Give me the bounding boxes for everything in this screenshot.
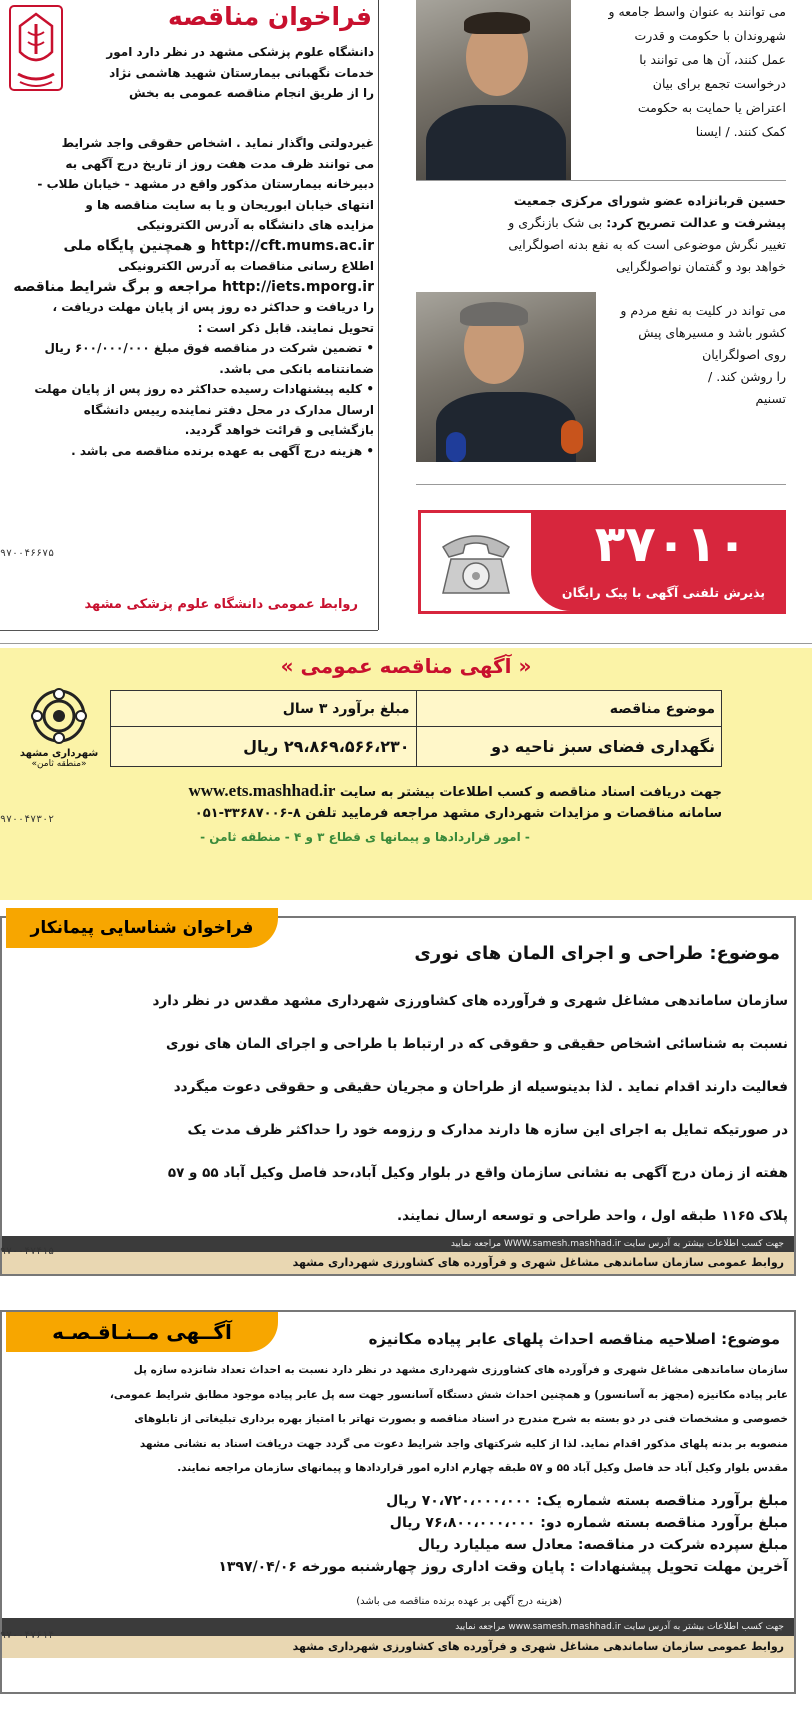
news-line: تغییر نگرش موضوعی است که به نفع بدنه اصولگرایی — [508, 237, 786, 252]
municipal-ad-title: « آگهی مناقصه عمومی » — [280, 654, 532, 678]
news-photo-2 — [416, 292, 596, 462]
university-tender-ad — [0, 0, 378, 630]
ad-subject: موضوع: طراحی و اجرای المان های نوری — [414, 943, 780, 964]
ad-line: دبیرخانه بیمارستان مذکور واقع در مشهد - خیابان طلاب - — [37, 177, 374, 191]
news-line: اعتراض یا حمایت به حکومت — [637, 100, 786, 115]
phone-icon — [437, 525, 515, 597]
ad-line: ارسال مدارک در محل دفتر نماینده رییس دانشگاه — [83, 402, 374, 417]
amount-line: مبلغ برآورد مناقصه بسته شماره دو: ۷۶،۸۰۰،۰۰۰،۰۰۰ ریال — [389, 1515, 788, 1531]
ad-line: http://cft.mums.ac.ir و همچنین پایگاه ملی — [63, 237, 374, 254]
ad-line: را دریافت و حداکثر ده روز پس از پایان مهلت دریافت ، — [52, 300, 374, 314]
logo-caption: شهرداری مشهد — [19, 748, 99, 759]
ad-line: منصوبه بر بدنه پلهای مذکور اقدام نماید. لذا از کلیه شرکتهای واجد شرایط دعوت می گردد جهت دریافت اسناد به نشانی مشهد — [139, 1437, 788, 1450]
municipality-logo-icon — [31, 688, 87, 744]
news-line: می توانند به عنوان واسط جامعه و — [608, 4, 786, 19]
ad-tab: آگــهی مــنـاقـصـه — [6, 1312, 278, 1352]
phone-caption: پذیرش تلفنی آگهی با پیک رایگان — [561, 585, 766, 600]
ad-line: • کلیه پیشنهادات رسیده حداکثر ده روز پس از پایان مهلت — [34, 382, 374, 396]
amount-line: مبلغ سپرده شرکت در مناقصه: معادل سه میلیارد ریال — [417, 1537, 788, 1553]
news-lead: حسین قربانزاده عضو شورای مرکزی جمعیت — [513, 193, 786, 208]
microphone-icon — [561, 420, 583, 454]
university-logo — [6, 4, 66, 92]
ad-line: خصوصی و مشخصات فنی در دو بسته به شرح مندرج در اسناد مناقصه و بصورت تهاتر با امتیاز بهره برداری تبلیغاتی از تابلوهای — [134, 1413, 788, 1425]
ad-line: عابر پیاده مکانیزه (مجهز به آسانسور) و همچنین احداث شش دستگاه آسانسور جهت سه پل عابر پیاده موجود مطابق شرایط عمومی، — [109, 1388, 788, 1401]
ad-line: هفته از زمان درج آگهی به نشانی سازمان واقع در بلوار وکیل آباد،حد فاصل وکیل آباد ۵۵ و ۵۷ — [167, 1165, 788, 1181]
amount-line: آخرین مهلت تحویل پیشنهادات : پایان وقت اداری روز چهارشنبه مورخه ۱۳۹۷/۰۴/۰۶ — [218, 1559, 788, 1575]
ad-line: را از طریق انجام مناقصه عمومی به بخش — [129, 86, 374, 100]
consultant-ad — [0, 908, 812, 1282]
ad-line: ضمانتنامه بانکی می باشد. — [219, 361, 374, 376]
news-text-2 — [416, 190, 786, 212]
ad-tab: فراخوان شناسایی پیمانکار — [6, 908, 278, 948]
news-line: بی شک بازنگری و — [508, 215, 603, 230]
news-text-1 — [574, 0, 786, 144]
ad-line: اطلاع رسانی مناقصات به آدرس الکترونیکی — [117, 259, 374, 273]
ad-line: می توانند ظرف مدت هفت روز از تاریخ درج آگهی به — [65, 156, 374, 171]
ad-body — [74, 42, 374, 104]
news-line: روی اصولگرایان — [702, 347, 786, 362]
news-divider — [416, 180, 786, 181]
municipal-ad-line-3: - امور قراردادها و پیمانها ی قطاع ۳ و ۴ - منطقه ثامن - — [200, 830, 530, 844]
ad-line: انتهای خیابان ابوریحان و یا به سایت مناقصه ها و — [85, 197, 374, 212]
footbridge-tender-ad — [0, 1300, 812, 1700]
ad-note: (هزینه درج آگهی بر عهده برنده مناقصه می باشد) — [356, 1596, 562, 1607]
ad-line: بازگشایی و قرائت خواهد گردید. — [184, 423, 374, 437]
news-line: عمل کنند، آن ها می توانند با — [639, 52, 786, 67]
news-line: کمک کنند. / ایسنا — [695, 124, 786, 139]
ad-line: غیردولتی واگذار نماید . اشخاص حقوقی واجد شرایط — [61, 136, 374, 150]
news-line: کشور باشد و مسیرهای پیش — [638, 325, 786, 340]
ad-line: مزایده های دانشگاه به آدرس الکترونیکی — [136, 218, 374, 232]
ad-body — [8, 1358, 788, 1481]
page-divider — [0, 643, 812, 644]
ad-line: سازمان ساماندهی مشاغل شهری و فرآورده های کشاورزی شهرداری مشهد در نظر دارد نسبت به احداث تعداد شانزده سازه پل — [133, 1364, 788, 1376]
ad-code: ۹۷۰۰۴۷۶۱۴ — [0, 1630, 55, 1641]
ad-line: پلاک ۱۱۶۵ طبقه اول ، واحد طراحی و توسعه ارسال نمایند. — [397, 1208, 788, 1224]
news-text-2b — [416, 212, 786, 278]
ad-line: خدمات نگهبانی بیمارستان شهید هاشمی نژاد — [109, 65, 374, 80]
table-cell: ۲۹،۸۶۹،۵۶۶،۲۳۰ ریال — [111, 727, 417, 767]
news-line: شهروندان با حکومت و قدرت — [634, 28, 786, 43]
municipal-ad-line-2: سامانه مناقصات و مزایدات شهرداری مشهد مراجعه فرمایید تلفن ۸-۳۳۶۸۷۰۰۶-۰۵۱ — [194, 806, 722, 821]
ad-amounts — [20, 1490, 788, 1578]
table-header: مبلغ برآورد ۳ سال — [111, 691, 417, 727]
ad-footer: روابط عمومی سازمان ساماندهی مشاغل شهری و فرآورده های کشاورزی شهرداری مشهد — [2, 1252, 794, 1274]
microphone-icon — [446, 432, 466, 462]
ad-footer: روابط عمومی سازمان ساماندهی مشاغل شهری و فرآورده های کشاورزی شهرداری مشهد — [2, 1636, 794, 1658]
ad-line: دانشگاه علوم پزشکی مشهد در نظر دارد امور — [106, 45, 374, 59]
ad-info-strip: جهت کسب اطلاعات بیشتر به آدرس سایت WWW.samesh.mashhad.ir مراجعه نمایید — [2, 1236, 794, 1252]
news-line: درخواست تجمع برای بیان — [652, 76, 786, 91]
news-divider — [416, 484, 786, 485]
phone-number: ۳۷۰۱۰ — [594, 515, 748, 573]
ad-body-wide — [4, 133, 374, 461]
ad-code: ۹۷۰۰۴۷۳۰۲ — [0, 814, 55, 825]
column-divider — [378, 0, 379, 630]
news-line: تسنیم — [755, 391, 786, 406]
ad-title: فراخوان مناقصه — [167, 2, 372, 31]
news-line: می تواند در کلیت به نفع مردم و — [620, 303, 786, 318]
news-bold: پیشرفت و عدالت تصریح کرد: — [606, 215, 786, 230]
news-line: را روشن کند. / — [708, 369, 786, 384]
ad-subject: موضوع: اصلاحیه مناقصه احداث پلهای عابر پیاده مکانیزه — [368, 1330, 780, 1348]
ad-footer: روابط عمومی دانشگاه علوم پزشکی مشهد — [84, 597, 358, 612]
municipal-ad-table — [110, 690, 722, 767]
ad-line: • هزینه درج آگهی به عهده برنده مناقصه می باشد . — [71, 443, 374, 458]
ad-line: نسبت به شناسائی اشخاص حقیقی و حقوقی که در ارتباط با طراحی و اجرای المان های نوری — [165, 1036, 788, 1052]
ad-info-strip: جهت کسب اطلاعات بیشتر به آدرس سایت www.samesh.mashhad.ir مراجعه نمایید — [2, 1618, 794, 1636]
ad-line: تحویل نمایند. قابل ذکر است : — [197, 320, 374, 335]
municipal-logo — [14, 688, 104, 784]
municipal-ad — [0, 648, 812, 900]
ad-line: فعالیت دارند اقدام نماید . لذا بدینوسیله از طراحان و مجریان حقیقی و حقوقی دعوت میگردد — [173, 1079, 788, 1095]
municipal-ad-line-1 — [40, 781, 722, 801]
ad-code: ۹۷۰۰۴۷۴۱۵ — [0, 1246, 55, 1257]
phone-ad — [418, 510, 786, 614]
ad-body — [8, 980, 788, 1238]
section-divider — [0, 630, 378, 631]
table-header: موضوع مناقصه — [416, 691, 722, 727]
logo-caption: «منطقه ثامن» — [31, 759, 87, 769]
ad-line: • تضمین شرکت در مناقصه فوق مبلغ ۶۰۰/۰۰۰/۰۰۰ ریال — [44, 341, 374, 355]
university-logo-icon — [6, 4, 66, 92]
municipal-ad-text: جهت دریافت اسناد مناقصه و کسب اطلاعات بیشتر به سایت — [339, 785, 722, 800]
ad-code: ۹۷۰۰۴۶۶۷۵ — [0, 548, 55, 559]
amount-line: مبلغ برآورد مناقصه بسته شماره یک: ۷۰،۷۲۰،۰۰۰،۰۰۰ ریال — [386, 1493, 788, 1509]
ad-line: سازمان ساماندهی مشاغل شهری و فرآورده های کشاورزی شهرداری مشهد مقدس در نظر دارد — [152, 993, 788, 1009]
ad-line: در صورتیکه تمایل به اجرای این سازه ها دارند مدارک و رزومه خود را حداکثر ظرف مدت یک — [187, 1122, 788, 1138]
municipal-ad-url[interactable]: www.ets.mashhad.ir — [188, 781, 336, 800]
news-photo-1 — [416, 0, 571, 180]
news-line: خواهد بود و گفتمان نواصولگرایی — [616, 259, 786, 274]
ad-line: مقدس بلوار وکیل آباد حد فاصل وکیل آباد ۵۵ و ۵۷ طبقه چهارم اداره امور قراردادها و پیمانهای سازمان مراجعه نمایند. — [177, 1462, 788, 1474]
news-text-2c — [596, 300, 786, 410]
ad-line: http://iets.mporg.ir مراجعه و برگ شرایط مناقصه — [13, 278, 374, 295]
table-cell: نگهداری فضای سبز ناحیه دو — [416, 727, 722, 767]
